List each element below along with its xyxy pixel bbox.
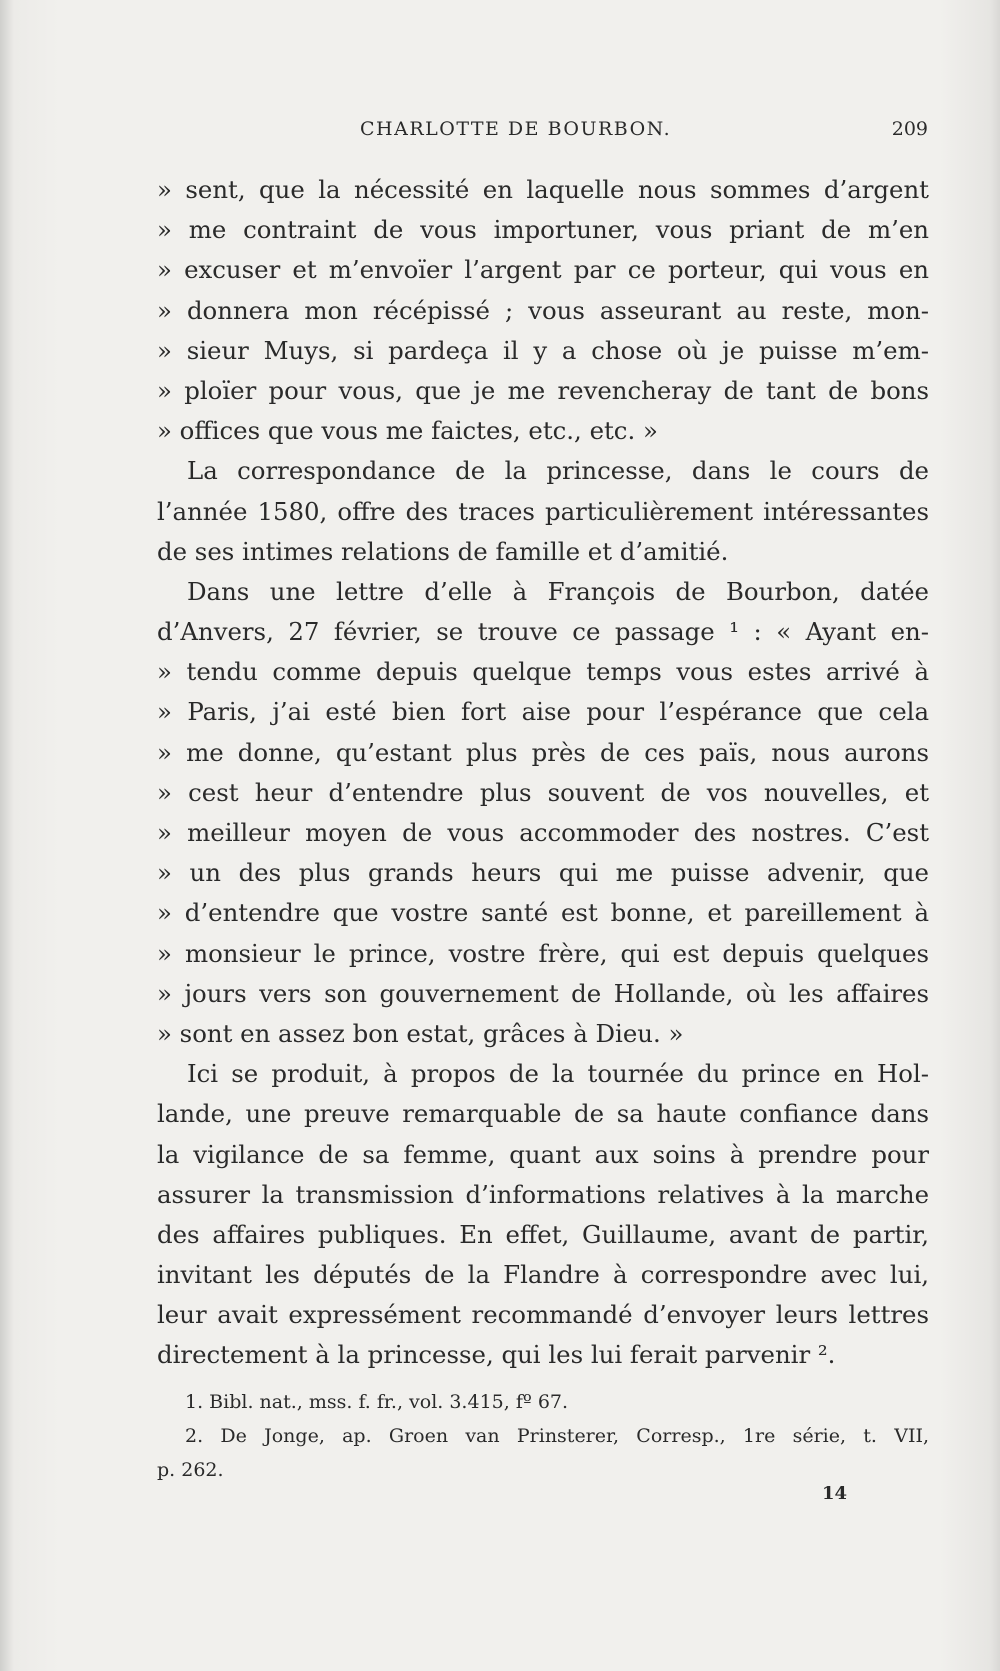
footnote-1: 1. Bibl. nat., mss. f. fr., vol. 3.415, fº 67. — [185, 1391, 569, 1413]
text-line: » meilleur moyen de vous accommoder des nostres. C’est — [157, 818, 929, 847]
text-line: » d’entendre que vostre santé est bonne, et pareillement à — [157, 898, 929, 928]
paragraph-start: La correspondance de la princesse, dans le cours de — [187, 456, 929, 486]
text-line: » offices que vous me faictes, etc., etc. » — [157, 416, 658, 446]
text-line: de ses intimes relations de famille et d’amitié. — [157, 536, 729, 566]
text-line: » monsieur le prince, vostre frère, qui est depuis quelques — [157, 938, 929, 968]
text-line: » donnera mon récépissé ; vous asseurant au reste, mon- — [157, 295, 929, 325]
text-line: directement à la princesse, qui les lui ferait parvenir ². — [157, 1340, 836, 1370]
text-line: l’année 1580, offre des traces particulièrement intéressantes — [157, 496, 929, 526]
footnote-2: 2. De Jonge, ap. Groen van Prinsterer, Corresp., 1re série, t. VII, — [185, 1425, 929, 1447]
text-line: » sent, que la nécessité en laquelle nous sommes d’argent — [157, 175, 929, 204]
text-line: » tendu comme depuis quelque temps vous estes arrivé à — [157, 657, 929, 687]
page-number: 209 — [891, 118, 928, 140]
paragraph-start: Dans une lettre d’elle à François de Bourbon, datée — [187, 576, 929, 606]
text-line: » Paris, j’ai esté bien fort aise pour l’espérance que cela — [157, 697, 929, 727]
text-line: d’Anvers, 27 février, se trouve ce passage ¹ : « Ayant en- — [157, 617, 929, 647]
text-line: des affaires publiques. En effet, Guillaume, avant de partir, — [157, 1219, 929, 1249]
text-line: » ploïer pour vous, que je me revencheray de tant de bons — [157, 375, 929, 405]
body-text — [157, 170, 929, 1376]
text-line: lande, une preuve remarquable de sa haute confiance dans — [157, 1099, 929, 1129]
text-line: leur avait expressément recommandé d’envoyer leurs lettres — [157, 1300, 929, 1330]
running-title: CHARLOTTE DE BOURBON. — [360, 118, 672, 140]
text-line: la vigilance de sa femme, quant aux soins à prendre pour — [157, 1139, 929, 1169]
text-line: » me contraint de vous importuner, vous priant de m’en — [157, 215, 929, 245]
text-line: » excuser et m’envoïer l’argent par ce porteur, qui vous en — [157, 255, 929, 285]
text-line: assurer la transmission d’informations relatives à la marche — [157, 1179, 929, 1209]
text-line: » sieur Muys, si pardeça il y a chose où je puisse m’em- — [157, 335, 929, 365]
text-line: invitant les députés de la Flandre à correspondre avec lui, — [157, 1260, 929, 1290]
text-line: » un des plus grands heurs qui me puisse advenir, que — [157, 858, 929, 888]
text-line: » cest heur d’entendre plus souvent de vos nouvelles, et — [157, 777, 929, 807]
paragraph-start: Ici se produit, à propos de la tournée du prince en Hol- — [187, 1059, 929, 1089]
footnote-2-continuation: p. 262. — [157, 1459, 224, 1481]
text-line: » sont en assez bon estat, grâces à Dieu. » — [157, 1018, 684, 1048]
text-line: » jours vers son gouvernement de Hollande, où les affaires — [157, 978, 929, 1008]
text-line: » me donne, qu’estant plus près de ces païs, nous aurons — [157, 737, 929, 767]
signature-mark: 14 — [822, 1483, 848, 1504]
footnotes — [157, 1385, 929, 1487]
